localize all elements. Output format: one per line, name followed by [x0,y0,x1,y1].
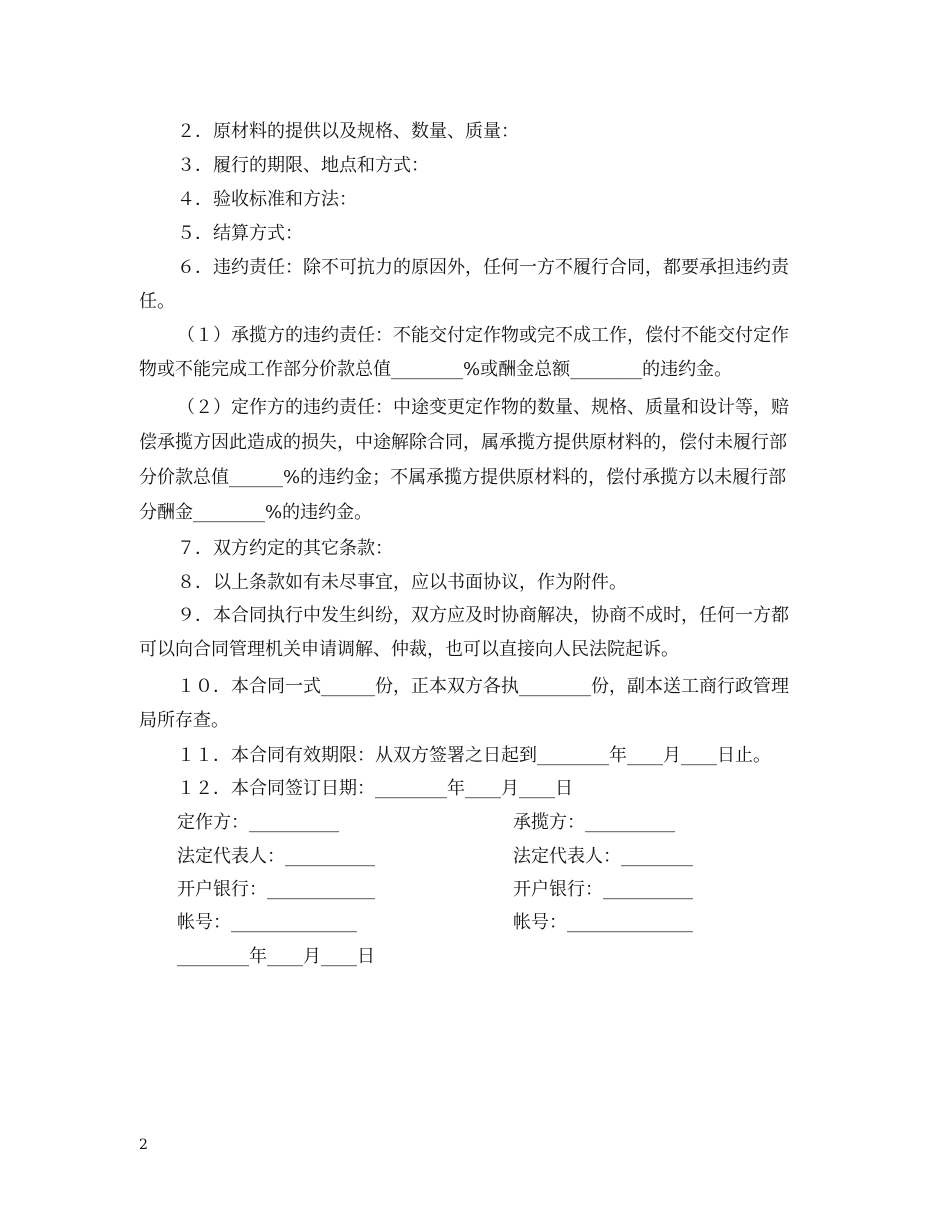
signature-date: ________年____月____日 [177,946,375,967]
clause-6-1-line-2: 物或不能完成工作部分价款总值________%或酬金总额________的违约金。 [139,359,733,380]
clause-6-line-2: 任。 [139,291,175,312]
signature-client-legal-rep: 法定代表人：__________ [177,846,375,867]
signature-client-account: 帐号：______________ [177,912,357,933]
clause-6-2-line-4: 分酬金________%的违约金。 [139,502,373,523]
clause-6-2-line-3: 分价款总值______%的违约金；不属承揽方提供原材料的，偿付承揽方以未履行部 [139,467,787,488]
clause-3: ３．履行的期限、地点和方式： [177,155,429,176]
clause-6-2-line-1: （２）定作方的违约责任：中途变更定作物的数量、规格、质量和设计等，赔 [177,397,789,418]
clause-6-line-1: ６．违约责任：除不可抗力的原因外，任何一方不履行合同，都要承担违约责 [177,257,789,278]
clause-9-line-2: 可以向合同管理机关申请调解、仲裁，也可以直接向人民法院起诉。 [139,639,679,660]
clause-9-line-1: ９．本合同执行中发生纠纷，双方应及时协商解决，协商不成时，任何一方都 [177,605,789,626]
clause-10-line-2: 局所存查。 [139,710,229,731]
clause-12: １２．本合同签订日期：________年____月____日 [177,778,573,799]
clause-6-1-line-1: （１）承揽方的违约责任：不能交付定作物或完不成工作，偿付不能交付定作 [177,325,789,346]
clause-6-2-line-2: 偿承揽方因此造成的损失，中途解除合同，属承揽方提供原材料的，偿付未履行部 [139,432,787,453]
clause-4: ４．验收标准和方法： [177,189,357,210]
signature-contractor: 承揽方：__________ [513,812,675,833]
clause-2: ２．原材料的提供以及规格、数量、质量： [177,121,519,142]
clause-10-line-1: １０．本合同一式______份，正本双方各执________份，副本送工商行政管理 [177,676,789,697]
page-number: 2 [139,1137,148,1153]
signature-client-bank: 开户银行：____________ [177,879,375,900]
signature-contractor-account: 帐号：______________ [513,912,693,933]
signature-contractor-legal-rep: 法定代表人：________ [513,846,693,867]
clause-11: １１．本合同有效期限：从双方签署之日起到________年____月____日止。 [177,745,771,766]
clause-8: ８．以上条款如有未尽事宜，应以书面协议，作为附件。 [177,572,627,593]
signature-contractor-bank: 开户银行：__________ [513,879,693,900]
clause-7: ７．双方约定的其它条款： [177,538,393,559]
clause-5: ５．结算方式： [177,223,303,244]
signature-client: 定作方：__________ [177,812,339,833]
